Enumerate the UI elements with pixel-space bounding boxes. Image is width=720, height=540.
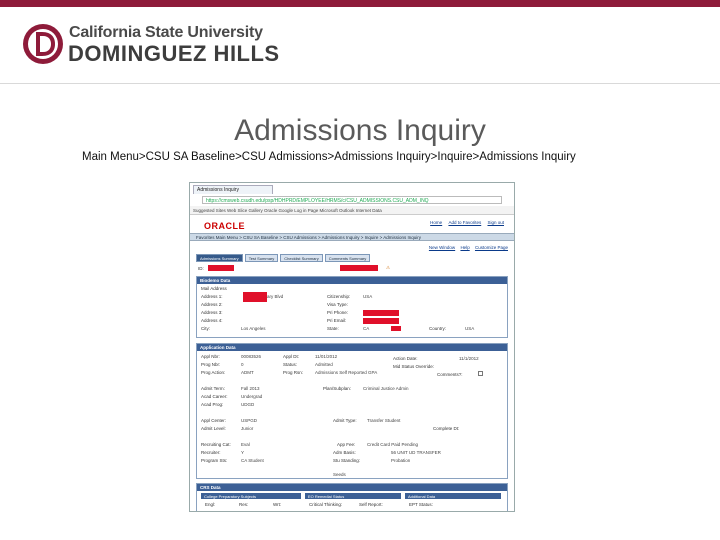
admit-type-value: Transfer Student: [367, 418, 401, 423]
citizenship-value: USA: [363, 294, 373, 299]
application-section: [196, 343, 508, 479]
bio-label: Address 4:: [201, 318, 223, 323]
crs-section: [196, 483, 508, 512]
top-accent-bar: [0, 0, 720, 7]
app-label: Program Sts:: [201, 458, 228, 463]
adm-basis-label: Adm Basis:: [333, 450, 356, 455]
app-mid-label: Appl Dt:: [283, 354, 300, 359]
complete-date-label: Complete Dt:: [433, 426, 460, 431]
university-logo: [22, 22, 280, 70]
app-mid-value: Admissions Self Reported GPA: [315, 370, 378, 375]
help-link[interactable]: Help: [460, 245, 470, 250]
bio-right-label: State:: [327, 326, 339, 331]
new-window-link[interactable]: New Window: [428, 245, 456, 250]
bio-label: City:: [201, 326, 210, 331]
crs-label: EPT Status:: [409, 502, 433, 507]
app-mid-value: 11/01/2012: [315, 354, 338, 359]
city-value: Los Angeles: [241, 326, 266, 331]
state-value: CA: [363, 326, 370, 331]
customize-page-link[interactable]: Customize Page: [474, 245, 508, 250]
browser-tab[interactable]: Admissions Inquiry: [193, 185, 273, 194]
redacted-zip: [391, 326, 401, 331]
bio-label: Address 3:: [201, 310, 223, 315]
country-value: USA: [465, 326, 475, 331]
browser-address-bar[interactable]: https://cmsweb.csudh.edu/psp/HDHPRD/EMPLOYEE/HRMS/c/CSU_ADMISSIONS.CSU_ADM_INQ: [202, 196, 502, 204]
header-divider: [0, 83, 720, 84]
crs-label: Self Report:: [359, 502, 383, 507]
biodemo-header: Biodemo Data: [197, 277, 507, 284]
app-label: Prog Action:: [201, 370, 226, 375]
bio-label: Mail Address: [201, 286, 227, 291]
address1-value: ary Blvd: [267, 294, 284, 299]
sign-out-link[interactable]: Sign out: [487, 220, 504, 225]
crs-header: CRS Data: [197, 484, 507, 491]
browser-favorites-bar: Suggested Sites Web Slice Gallery Oracle Google Log in Page Microsoft Outlook Internet Data: [190, 206, 514, 215]
bio-label: Address 2:: [201, 302, 223, 307]
app-label: Recruiter:: [201, 450, 221, 455]
app-label: Prog Nbr:: [201, 362, 221, 367]
app-mid-label: Prog Rsn:: [283, 370, 304, 375]
app-value: Fall 2013: [241, 386, 260, 391]
crs-subheader: College Preparatory Subjects: [201, 493, 301, 499]
app-label: Acad Prog:: [201, 402, 224, 407]
comments-checkbox[interactable]: [478, 371, 483, 376]
app-value: Y: [241, 450, 245, 455]
top-links: [425, 220, 504, 225]
bio-right-label: Visa Type:: [327, 302, 348, 307]
app-label: Admit Term:: [201, 386, 225, 391]
app-value: CA Student: [241, 458, 264, 463]
app-value: UDGD: [241, 402, 255, 407]
home-link[interactable]: Home: [430, 220, 443, 225]
logo-text-line2: DOMINGUEZ HILLS: [68, 41, 280, 66]
app-value: ADMT: [241, 370, 254, 375]
favorites-link[interactable]: Add to Favorites: [448, 220, 482, 225]
app-label: Admit Level:: [201, 426, 226, 431]
redacted-name: [340, 265, 378, 271]
app-value: 0: [241, 362, 244, 367]
bio-right-label: Citizenship:: [327, 294, 351, 299]
tab-checklist-summary[interactable]: Checklist Summary: [280, 254, 322, 262]
crs-subheader: Additional Data: [405, 493, 501, 499]
crs-label: Critical Thinking:: [309, 502, 343, 507]
app-label: Appl Nbr:: [201, 354, 220, 359]
redacted-address: [243, 292, 267, 302]
crs-label: Wrt:: [273, 502, 282, 507]
action-date-value: 11/1/2012: [459, 356, 479, 361]
app-value: USPGD: [241, 418, 258, 423]
crs-label: Engl:: [205, 502, 216, 507]
bio-right-label: Pri Email:: [327, 318, 347, 323]
app-value: 00083526: [241, 354, 262, 359]
bio-right-label: Pri Phone:: [327, 310, 349, 315]
id-row: [196, 265, 508, 273]
app-mid-label: Status:: [283, 362, 298, 367]
redacted-id: [208, 265, 234, 271]
adm-basis-value: 56 UNIT UD TRANSFER: [391, 450, 441, 455]
app-right-label: Comments?:: [437, 372, 463, 377]
warning-icon: ⚠: [386, 265, 391, 270]
slide-title: Admissions Inquiry: [234, 114, 486, 147]
tab-test-summary[interactable]: Test Summary: [245, 254, 279, 262]
admit-type-label: Admit Type:: [333, 418, 357, 423]
page-tabs: [196, 254, 370, 262]
application-header: Application Data: [197, 344, 507, 351]
app-value: Eval: [241, 442, 250, 447]
crs-subheader: EO Remedial Status: [305, 493, 401, 499]
app-label: Appl Center:: [201, 418, 227, 423]
plan-value: Criminal Justice Admin: [363, 386, 409, 391]
id-label: ID:: [198, 266, 204, 271]
recruit-value: Seeds: [333, 472, 346, 477]
app-right-label: Mid Status Override:: [393, 364, 435, 369]
redacted-email: [363, 318, 399, 324]
app-value: Undergrad: [241, 394, 263, 399]
app-mid-value: Admitted: [315, 362, 333, 367]
university-seal-icon: [22, 22, 64, 66]
app-value: Junior: [241, 426, 254, 431]
crs-label: Res:: [239, 502, 249, 507]
tab-comments-summary[interactable]: Comments Summary: [325, 254, 371, 262]
app-label: Acad Career:: [201, 394, 228, 399]
menu-breadcrumb-bar: Favorites Main Menu > CSU SA Baseline > CSU Admissions > Admissions Inquiry > Inquire > Admissions Inquiry: [190, 233, 514, 241]
app-fee-label: App Fee:: [337, 442, 356, 447]
oracle-logo: ORACLE: [204, 221, 245, 231]
app-right-label: Action Date:: [393, 356, 418, 361]
redacted-phone: [363, 310, 399, 316]
standing-value: Probation: [391, 458, 411, 463]
app-label: Recruiting Cat:: [201, 442, 231, 447]
biodemo-section: [196, 276, 508, 338]
logo-text-line1: California State University: [69, 24, 263, 41]
navigation-path: Main Menu>CSU SA Baseline>CSU Admissions>Admissions Inquiry>Inquire>Admissions Inquiry: [82, 151, 576, 163]
page-links: [425, 245, 508, 250]
tab-admissions-summary[interactable]: Admissions Summary: [196, 254, 243, 262]
plan-label: Plan/Subplan:: [323, 386, 352, 391]
embedded-screenshot: [189, 182, 515, 512]
bio-label: Address 1:: [201, 294, 223, 299]
standing-label: Stu Standing:: [333, 458, 361, 463]
country-label: Country:: [429, 326, 447, 331]
app-fee-value: Credit Card Paid Pending: [367, 442, 419, 447]
